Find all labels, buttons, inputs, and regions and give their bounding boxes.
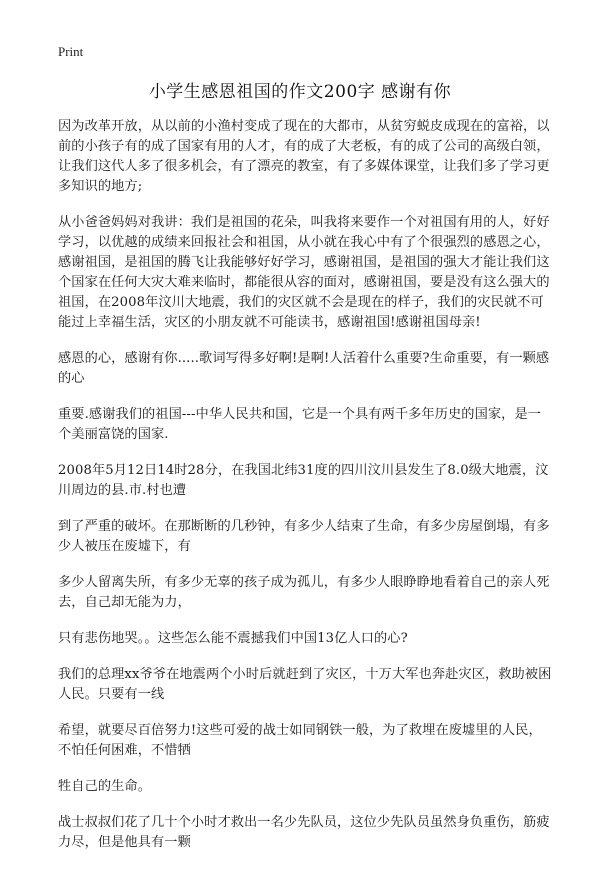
paragraph: 重要.感谢我们的祖国---中华人民共和国，它是一个具有两千多年历史的国家，是一个美丽富饶的国家. <box>58 407 542 442</box>
paragraph: 希望，就要尽百倍努力!这些可爱的战士如同钢铁一般，为了救埋在废墟里的人民，不怕任何困难，不惜牺 <box>58 723 542 758</box>
paragraph: 因为改革开放，从以前的小渔村变成了现在的大都市，从贫穷蜕皮成现在的富裕，以前的小孩子有的成了国家有用的人才，有的成了大老板，有的成了公司的高级白领，让我们这代人多了很多机会，有了漂亮的教室，有了多媒体课堂，让我们多了学习更多知识的地方; <box>58 119 550 194</box>
paragraph: 牲自己的生命。 <box>58 779 152 794</box>
paragraph: 我们的总理xx爷爷在地震两个小时后就赶到了灾区，十万大军也奔赴灾区，救助被困人民。只要有一线 <box>58 667 552 702</box>
paragraph: 从小爸爸妈妈对我讲：我们是祖国的花朵，叫我将来要作一个对祖国有用的人，好好学习，以优越的成绩来回报社会和祖国，从小就在我心中有了个很强烈的感恩之心，感谢祖国，是祖国的腾飞让我能够好好学习，感谢祖国，是祖国的强大才能让我们这个国家在任何大灾大难来临时，都能很从容的面对，感谢祖国，要是没有这么强大的祖国，在2008年汶川大地震，我们的灾区就不会是现在的样子，我们的灾民就不可能过上幸福生活，灾区的小朋友就不可能读书，感谢祖国!感谢祖国母亲! <box>58 215 550 330</box>
article-title: 小学生感恩祖国的作文200字 感谢有你 <box>148 82 452 102</box>
paragraph: 感恩的心，感谢有你.....歌词写得多好啊!是啊!人活着什么重要?生命重要，有一颗感的心 <box>58 351 550 386</box>
article-body <box>58 117 554 869</box>
paragraph: 只有悲伤地哭。。这些怎么能不震撼我们中国13亿人口的心? <box>58 631 408 646</box>
paragraph: 战士叔叔们花了几十个小时才救出一名少先队员，这位少先队员虽然身负重伤，筋疲力尽，但是他具有一颗 <box>58 815 550 850</box>
paragraph: 多少人留离失所，有多少无辜的孩子成为孤儿，有多少人眼睁睁地看着自己的亲人死去，自己却无能为力， <box>58 575 550 610</box>
print-link[interactable]: Print <box>58 44 84 59</box>
paragraph: 2008年5月12日14时28分，在我国北纬31度的四川汶川县发生了8.0级大地震，汶川周边的县.市.村也遭 <box>58 463 549 498</box>
paragraph: 到了严重的破坏。在那断断的几秒钟，有多少人结束了生命，有多少房屋倒塌，有多少人被压在废墟下，有 <box>58 519 550 554</box>
